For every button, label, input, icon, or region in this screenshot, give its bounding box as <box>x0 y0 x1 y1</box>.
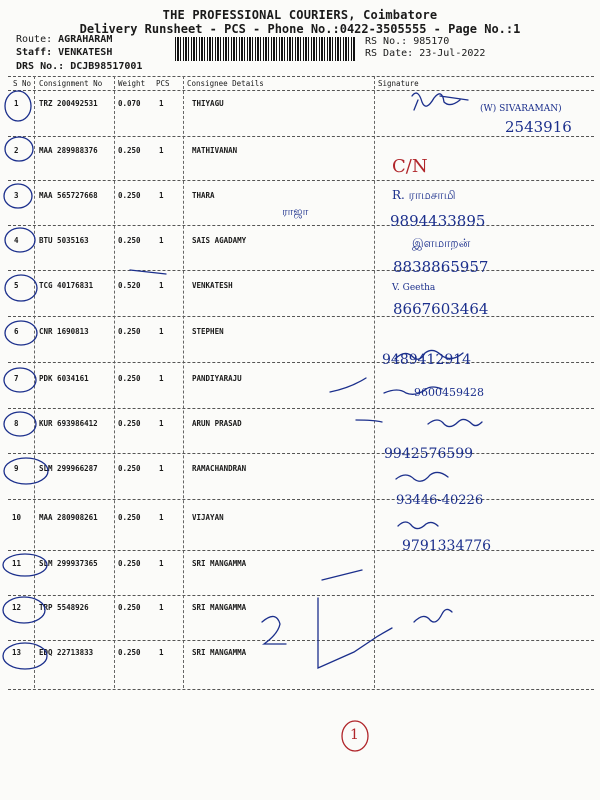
check-stroke <box>318 570 392 668</box>
row-sno: 9 <box>14 464 19 473</box>
row-weight: 0.250 <box>118 603 141 612</box>
row-consignee: SRI MANGAMMA <box>192 559 247 568</box>
sno-circle <box>4 368 36 392</box>
sno-circle <box>4 458 48 484</box>
handwritten-number: 9894433895 <box>390 212 486 230</box>
dash-stroke <box>356 420 382 422</box>
header-subtitle: Delivery Runsheet - PCS - Phone No.:0422-3505555 - Page No.:1 <box>79 22 521 36</box>
row-sno: 12 <box>12 603 22 612</box>
row-weight: 0.250 <box>118 559 141 568</box>
row-consignment: SLM 299966287 <box>39 464 98 473</box>
row-consignment: MAA 280908261 <box>39 513 98 522</box>
handwritten-number: 93446-40226 <box>396 493 484 508</box>
row-consignment: CNR 1690813 <box>39 327 89 336</box>
row-consignment: KUR 693986412 <box>39 419 98 428</box>
row-weight: 0.250 <box>118 513 141 522</box>
row-sno: 11 <box>12 559 22 568</box>
sno-circle <box>3 643 47 669</box>
row-weight: 0.250 <box>118 236 141 245</box>
row-pcs: 1 <box>159 603 164 612</box>
smudge-stroke <box>130 270 166 274</box>
handwritten-number: 8838865957 <box>393 258 489 276</box>
row-consignee: MATHIVANAN <box>192 146 238 155</box>
row-weight: 0.070 <box>118 99 141 108</box>
row-pcs: 1 <box>159 464 164 473</box>
sno-circle <box>3 554 47 576</box>
handwritten-number: 2543916 <box>505 118 572 136</box>
number-2-stroke <box>262 616 286 644</box>
handwritten-name: V. Geetha <box>392 283 436 293</box>
sno-circle <box>5 137 33 161</box>
row-consignment: SLM 299937365 <box>39 559 98 568</box>
row-weight: 0.520 <box>118 281 141 290</box>
sno-circle <box>5 321 37 345</box>
row-sno: 6 <box>14 327 19 336</box>
sno-circle <box>5 275 37 301</box>
signature-scribble <box>398 522 438 529</box>
row-pcs: 1 <box>159 236 164 245</box>
row-weight: 0.250 <box>118 191 141 200</box>
row-consignee: ARUN PRASAD <box>192 419 242 428</box>
row-consignment: BTU 5035163 <box>39 236 89 245</box>
handwritten-number: 9791334776 <box>402 538 492 554</box>
rs-no-value: 985170 <box>413 36 450 47</box>
row-sno: 7 <box>14 374 19 383</box>
col-header-signature: Signature <box>378 79 419 88</box>
handwritten-note: (W) SIVARAMAN) <box>480 104 562 114</box>
row-weight: 0.250 <box>118 464 141 473</box>
row-sno: 4 <box>14 236 19 245</box>
row-sno: 8 <box>14 419 19 428</box>
col-header-pcs: PCS <box>156 79 170 88</box>
row-consignee: THIYAGU <box>192 99 224 108</box>
staff-label: Staff: <box>16 47 53 58</box>
handwritten-name: ராஜா <box>282 205 309 218</box>
row-pcs: 1 <box>159 146 164 155</box>
rs-date-value: 23-Jul-2022 <box>419 48 486 59</box>
row-sno: 10 <box>12 513 22 522</box>
row-pcs: 1 <box>159 559 164 568</box>
sno-circle <box>4 412 36 436</box>
handwritten-number: 9942576599 <box>384 446 474 462</box>
sno-circle <box>4 184 32 208</box>
row-pcs: 1 <box>159 191 164 200</box>
row-consignment: TCG 40176831 <box>39 281 94 290</box>
signature-scribble <box>412 93 468 110</box>
route-value: AGRAHARAM <box>58 34 113 45</box>
sno-circle <box>5 228 35 252</box>
row-consignee: STEPHEN <box>192 327 224 336</box>
row-sno: 1 <box>14 99 19 108</box>
row-consignment: PDK 6034161 <box>39 374 89 383</box>
route-label: Route: <box>16 34 53 45</box>
row-consignee: SRI MANGAMMA <box>192 603 247 612</box>
drs-value: DCJB98517001 <box>70 61 143 72</box>
col-header-weight: Weight <box>118 79 146 88</box>
handwritten-name: இளமாறன் <box>412 236 471 250</box>
row-consignee: VENKATESH <box>192 281 233 290</box>
drs-label: DRS No.: <box>16 61 65 72</box>
row-pcs: 1 <box>159 327 164 336</box>
row-consignment: MAA 289988376 <box>39 146 98 155</box>
row-consignment: TRP 5548926 <box>39 603 89 612</box>
row-weight: 0.250 <box>118 648 141 657</box>
row-consignment: EDQ 22713833 <box>39 648 94 657</box>
handwritten-cn: C/N <box>392 156 428 177</box>
rs-no-label: RS No.: <box>365 36 408 47</box>
row-pcs: 1 <box>159 99 164 108</box>
sno-circle <box>5 91 31 121</box>
signature-scribble <box>414 609 452 622</box>
row-consignee: SRI MANGAMMA <box>192 648 247 657</box>
row-consignee: VIJAYAN <box>192 513 224 522</box>
row-weight: 0.250 <box>118 419 141 428</box>
row-pcs: 1 <box>159 374 164 383</box>
row-sno: 3 <box>14 191 19 200</box>
row-pcs: 1 <box>159 419 164 428</box>
row-consignment: TRZ 200492531 <box>39 99 98 108</box>
sno-circle <box>3 597 45 623</box>
row-sno: 13 <box>12 648 22 657</box>
staff-value: VENKATESH <box>58 47 113 58</box>
row-pcs: 1 <box>159 648 164 657</box>
col-header-consignment: Consignment No <box>39 79 103 88</box>
row-weight: 0.250 <box>118 374 141 383</box>
row-consignee: SAIS AGADAMY <box>192 236 247 245</box>
handwritten-number: 8667603464 <box>393 300 489 318</box>
signature-scribble <box>396 472 448 481</box>
row-consignee: RAMACHANDRAN <box>192 464 247 473</box>
row-weight: 0.250 <box>118 327 141 336</box>
row-consignment: MAA 565727668 <box>39 191 98 200</box>
handwritten-number: 9600459428 <box>414 386 484 399</box>
row-sno: 5 <box>14 281 19 290</box>
signature-scribble <box>428 419 482 426</box>
row-consignee: THARA <box>192 191 215 200</box>
dash-stroke <box>330 378 366 392</box>
handwritten-number: 9489412914 <box>382 352 472 368</box>
col-header-consignee: Consignee Details <box>187 79 264 88</box>
header-title: THE PROFESSIONAL COURIERS, Coimbatore <box>162 8 438 22</box>
col-header-sno: S No <box>13 79 32 88</box>
row-consignee: PANDIYARAJU <box>192 374 242 383</box>
row-pcs: 1 <box>159 281 164 290</box>
row-weight: 0.250 <box>118 146 141 155</box>
row-sno: 2 <box>14 146 19 155</box>
handwritten-name: R. ராமசாமி <box>392 188 456 202</box>
page-number-mark: 1 <box>350 727 359 743</box>
row-pcs: 1 <box>159 513 164 522</box>
rs-date-label: RS Date: <box>365 48 414 59</box>
